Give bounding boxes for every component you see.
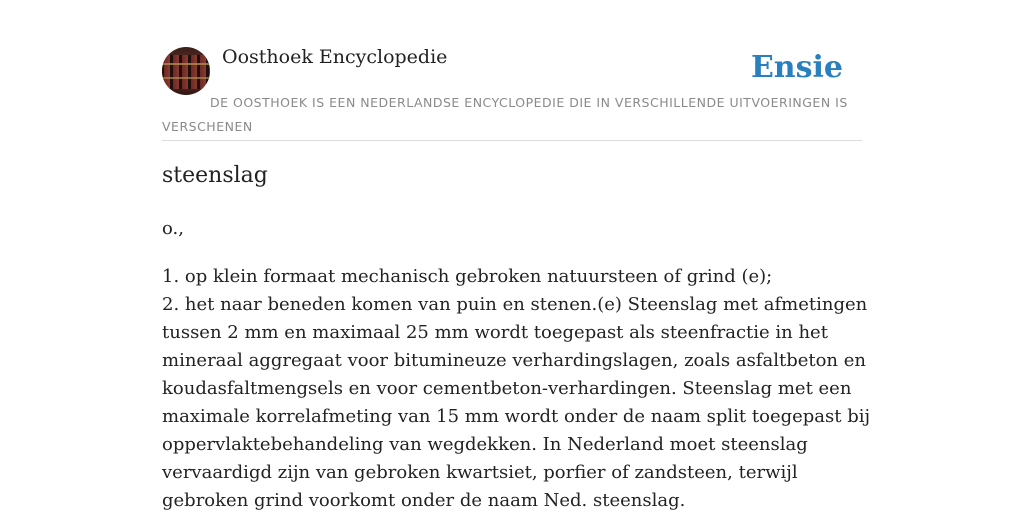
source-name-link[interactable]: Oosthoek Encyclopedie [222,46,448,68]
definition-line-2: 2. het naar beneden komen van puin en stenen.(e) Steenslag met afmetingen tussen 2 mm en maximaal 25 mm wordt toegepast als steenfractie in het mineraal aggregaat voor bitumineuze verhardingslagen, zoals asfaltbeton en koudasfaltmengsels en voor cementbeton-verhardingen. Steenslag met een maximale korrelafmeting van 15 mm wordt onder de naam split toegepast bij oppervlaktebehandeling van wegdekken. In Nederland moet steenslag vervaardigd zijn van gebroken kwartsiet, porfier of zandsteen, terwijl gebroken grind voorkomt onder de naam Ned. steenslag. [162,294,871,511]
encyclopedia-books-avatar[interactable] [162,47,210,95]
page-container [162,0,871,511]
entry-headword: steenslag [162,163,268,188]
books-gold-band-top [162,63,210,65]
ensie-logo-link[interactable]: Ensie [750,50,843,85]
site-header [162,0,862,141]
entry-grammar: o., [162,218,184,239]
books-gold-band-bottom [162,77,210,79]
books-icon [162,55,210,89]
definition-line-1: 1. op klein formaat mechanisch gebroken natuursteen of grind (e); [162,266,773,287]
entry-definition [162,263,872,515]
source-tagline: DE OOSTHOEK IS EEN NEDERLANDSE ENCYCLOPEDIE DIE IN VERSCHILLENDE UITVOERINGEN IS VERSCHENEN [162,95,848,134]
